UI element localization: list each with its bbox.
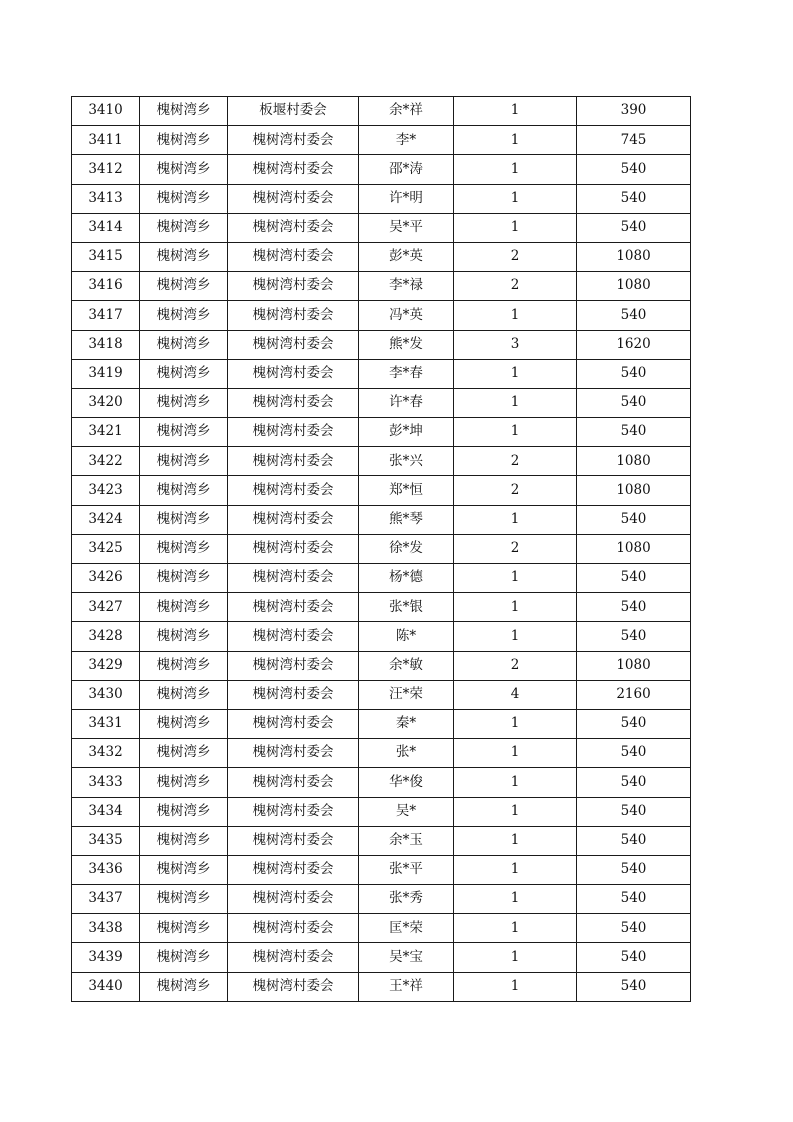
- row-number-cell: 3431: [72, 709, 140, 738]
- village-committee-cell: 槐树湾村委会: [228, 359, 359, 388]
- village-committee-cell: 槐树湾村委会: [228, 797, 359, 826]
- count-cell: 1: [454, 213, 577, 242]
- township-cell: 槐树湾乡: [140, 593, 228, 622]
- village-committee-cell: 槐树湾村委会: [228, 418, 359, 447]
- village-committee-cell: 槐树湾村委会: [228, 126, 359, 155]
- name-cell: 冯*英: [359, 301, 454, 330]
- amount-cell: 540: [577, 184, 691, 213]
- table-row: [72, 447, 691, 476]
- count-cell: 2: [454, 447, 577, 476]
- village-committee-cell: 槐树湾村委会: [228, 505, 359, 534]
- table-row: [72, 680, 691, 709]
- name-cell: 吴*宝: [359, 943, 454, 972]
- amount-cell: 540: [577, 826, 691, 855]
- count-cell: 1: [454, 709, 577, 738]
- township-cell: 槐树湾乡: [140, 97, 228, 126]
- table-row: [72, 272, 691, 301]
- row-number-cell: 3421: [72, 418, 140, 447]
- name-cell: 杨*德: [359, 564, 454, 593]
- name-cell: 张*: [359, 739, 454, 768]
- township-cell: 槐树湾乡: [140, 885, 228, 914]
- table-row: [72, 476, 691, 505]
- table-row: [72, 534, 691, 563]
- row-number-cell: 3438: [72, 914, 140, 943]
- row-number-cell: 3411: [72, 126, 140, 155]
- name-cell: 余*祥: [359, 97, 454, 126]
- table-row: [72, 359, 691, 388]
- name-cell: 陈*: [359, 622, 454, 651]
- township-cell: 槐树湾乡: [140, 855, 228, 884]
- data-table-container: [71, 96, 691, 1002]
- count-cell: 1: [454, 768, 577, 797]
- row-number-cell: 3414: [72, 213, 140, 242]
- count-cell: 1: [454, 739, 577, 768]
- count-cell: 1: [454, 97, 577, 126]
- amount-cell: 540: [577, 914, 691, 943]
- name-cell: 许*明: [359, 184, 454, 213]
- township-cell: 槐树湾乡: [140, 272, 228, 301]
- amount-cell: 540: [577, 943, 691, 972]
- name-cell: 汪*荣: [359, 680, 454, 709]
- table-row: [72, 301, 691, 330]
- township-cell: 槐树湾乡: [140, 943, 228, 972]
- village-committee-cell: 槐树湾村委会: [228, 855, 359, 884]
- row-number-cell: 3423: [72, 476, 140, 505]
- township-cell: 槐树湾乡: [140, 622, 228, 651]
- row-number-cell: 3413: [72, 184, 140, 213]
- amount-cell: 540: [577, 359, 691, 388]
- name-cell: 余*玉: [359, 826, 454, 855]
- name-cell: 张*平: [359, 855, 454, 884]
- amount-cell: 540: [577, 593, 691, 622]
- row-number-cell: 3432: [72, 739, 140, 768]
- amount-cell: 540: [577, 388, 691, 417]
- amount-cell: 2160: [577, 680, 691, 709]
- name-cell: 熊*琴: [359, 505, 454, 534]
- table-row: [72, 768, 691, 797]
- village-committee-cell: 板堰村委会: [228, 97, 359, 126]
- village-committee-cell: 槐树湾村委会: [228, 885, 359, 914]
- township-cell: 槐树湾乡: [140, 418, 228, 447]
- count-cell: 1: [454, 593, 577, 622]
- row-number-cell: 3410: [72, 97, 140, 126]
- table-row: [72, 709, 691, 738]
- row-number-cell: 3436: [72, 855, 140, 884]
- row-number-cell: 3422: [72, 447, 140, 476]
- row-number-cell: 3419: [72, 359, 140, 388]
- row-number-cell: 3440: [72, 972, 140, 1001]
- row-number-cell: 3424: [72, 505, 140, 534]
- village-committee-cell: 槐树湾村委会: [228, 447, 359, 476]
- amount-cell: 540: [577, 213, 691, 242]
- village-committee-cell: 槐树湾村委会: [228, 826, 359, 855]
- township-cell: 槐树湾乡: [140, 709, 228, 738]
- table-row: [72, 943, 691, 972]
- count-cell: 1: [454, 914, 577, 943]
- row-number-cell: 3426: [72, 564, 140, 593]
- name-cell: 李*春: [359, 359, 454, 388]
- count-cell: 2: [454, 476, 577, 505]
- count-cell: 1: [454, 505, 577, 534]
- name-cell: 李*禄: [359, 272, 454, 301]
- count-cell: 2: [454, 651, 577, 680]
- village-committee-cell: 槐树湾村委会: [228, 768, 359, 797]
- table-row: [72, 826, 691, 855]
- row-number-cell: 3420: [72, 388, 140, 417]
- village-committee-cell: 槐树湾村委会: [228, 593, 359, 622]
- name-cell: 张*兴: [359, 447, 454, 476]
- village-committee-cell: 槐树湾村委会: [228, 301, 359, 330]
- village-committee-cell: 槐树湾村委会: [228, 914, 359, 943]
- row-number-cell: 3437: [72, 885, 140, 914]
- row-number-cell: 3429: [72, 651, 140, 680]
- table-row: [72, 388, 691, 417]
- township-cell: 槐树湾乡: [140, 213, 228, 242]
- township-cell: 槐树湾乡: [140, 680, 228, 709]
- name-cell: 秦*: [359, 709, 454, 738]
- name-cell: 熊*发: [359, 330, 454, 359]
- township-cell: 槐树湾乡: [140, 768, 228, 797]
- amount-cell: 1080: [577, 242, 691, 271]
- township-cell: 槐树湾乡: [140, 359, 228, 388]
- count-cell: 1: [454, 418, 577, 447]
- row-number-cell: 3425: [72, 534, 140, 563]
- village-committee-cell: 槐树湾村委会: [228, 943, 359, 972]
- table-row: [72, 213, 691, 242]
- name-cell: 王*祥: [359, 972, 454, 1001]
- amount-cell: 540: [577, 739, 691, 768]
- amount-cell: 390: [577, 97, 691, 126]
- table-row: [72, 739, 691, 768]
- name-cell: 吴*平: [359, 213, 454, 242]
- village-committee-cell: 槐树湾村委会: [228, 680, 359, 709]
- amount-cell: 540: [577, 885, 691, 914]
- row-number-cell: 3435: [72, 826, 140, 855]
- township-cell: 槐树湾乡: [140, 534, 228, 563]
- amount-cell: 540: [577, 797, 691, 826]
- table-row: [72, 855, 691, 884]
- name-cell: 余*敏: [359, 651, 454, 680]
- village-committee-cell: 槐树湾村委会: [228, 155, 359, 184]
- township-cell: 槐树湾乡: [140, 242, 228, 271]
- count-cell: 1: [454, 184, 577, 213]
- township-cell: 槐树湾乡: [140, 564, 228, 593]
- count-cell: 1: [454, 564, 577, 593]
- township-cell: 槐树湾乡: [140, 476, 228, 505]
- table-row: [72, 97, 691, 126]
- amount-cell: 1080: [577, 476, 691, 505]
- count-cell: 1: [454, 826, 577, 855]
- township-cell: 槐树湾乡: [140, 388, 228, 417]
- name-cell: 许*春: [359, 388, 454, 417]
- township-cell: 槐树湾乡: [140, 301, 228, 330]
- row-number-cell: 3428: [72, 622, 140, 651]
- row-number-cell: 3434: [72, 797, 140, 826]
- amount-cell: 1080: [577, 651, 691, 680]
- amount-cell: 540: [577, 709, 691, 738]
- name-cell: 张*秀: [359, 885, 454, 914]
- data-table: [71, 96, 691, 1002]
- name-cell: 郑*恒: [359, 476, 454, 505]
- amount-cell: 540: [577, 418, 691, 447]
- name-cell: 吴*: [359, 797, 454, 826]
- row-number-cell: 3427: [72, 593, 140, 622]
- name-cell: 彭*坤: [359, 418, 454, 447]
- table-row: [72, 885, 691, 914]
- row-number-cell: 3439: [72, 943, 140, 972]
- count-cell: 1: [454, 155, 577, 184]
- township-cell: 槐树湾乡: [140, 505, 228, 534]
- amount-cell: 540: [577, 855, 691, 884]
- table-row: [72, 651, 691, 680]
- village-committee-cell: 槐树湾村委会: [228, 972, 359, 1001]
- row-number-cell: 3430: [72, 680, 140, 709]
- table-row: [72, 505, 691, 534]
- row-number-cell: 3412: [72, 155, 140, 184]
- village-committee-cell: 槐树湾村委会: [228, 622, 359, 651]
- table-row: [72, 972, 691, 1001]
- township-cell: 槐树湾乡: [140, 797, 228, 826]
- amount-cell: 540: [577, 768, 691, 797]
- village-committee-cell: 槐树湾村委会: [228, 272, 359, 301]
- count-cell: 1: [454, 359, 577, 388]
- township-cell: 槐树湾乡: [140, 972, 228, 1001]
- count-cell: 1: [454, 797, 577, 826]
- village-committee-cell: 槐树湾村委会: [228, 184, 359, 213]
- table-row: [72, 126, 691, 155]
- count-cell: 3: [454, 330, 577, 359]
- count-cell: 1: [454, 855, 577, 884]
- table-row: [72, 330, 691, 359]
- count-cell: 1: [454, 885, 577, 914]
- name-cell: 李*: [359, 126, 454, 155]
- township-cell: 槐树湾乡: [140, 826, 228, 855]
- village-committee-cell: 槐树湾村委会: [228, 388, 359, 417]
- count-cell: 2: [454, 534, 577, 563]
- amount-cell: 1080: [577, 272, 691, 301]
- amount-cell: 540: [577, 505, 691, 534]
- amount-cell: 540: [577, 155, 691, 184]
- village-committee-cell: 槐树湾村委会: [228, 476, 359, 505]
- count-cell: 2: [454, 272, 577, 301]
- table-row: [72, 797, 691, 826]
- row-number-cell: 3418: [72, 330, 140, 359]
- village-committee-cell: 槐树湾村委会: [228, 564, 359, 593]
- name-cell: 华*俊: [359, 768, 454, 797]
- amount-cell: 540: [577, 301, 691, 330]
- count-cell: 4: [454, 680, 577, 709]
- table-row: [72, 184, 691, 213]
- table-row: [72, 564, 691, 593]
- amount-cell: 745: [577, 126, 691, 155]
- township-cell: 槐树湾乡: [140, 739, 228, 768]
- township-cell: 槐树湾乡: [140, 914, 228, 943]
- count-cell: 1: [454, 388, 577, 417]
- table-row: [72, 242, 691, 271]
- table-row: [72, 155, 691, 184]
- row-number-cell: 3416: [72, 272, 140, 301]
- name-cell: 徐*发: [359, 534, 454, 563]
- township-cell: 槐树湾乡: [140, 126, 228, 155]
- amount-cell: 1080: [577, 447, 691, 476]
- name-cell: 张*银: [359, 593, 454, 622]
- amount-cell: 540: [577, 622, 691, 651]
- row-number-cell: 3415: [72, 242, 140, 271]
- township-cell: 槐树湾乡: [140, 184, 228, 213]
- table-body: [72, 97, 691, 1002]
- village-committee-cell: 槐树湾村委会: [228, 242, 359, 271]
- count-cell: 2: [454, 242, 577, 271]
- amount-cell: 1620: [577, 330, 691, 359]
- amount-cell: 540: [577, 972, 691, 1001]
- village-committee-cell: 槐树湾村委会: [228, 534, 359, 563]
- table-row: [72, 914, 691, 943]
- name-cell: 邵*涛: [359, 155, 454, 184]
- township-cell: 槐树湾乡: [140, 330, 228, 359]
- count-cell: 1: [454, 972, 577, 1001]
- name-cell: 匡*荣: [359, 914, 454, 943]
- table-row: [72, 418, 691, 447]
- table-row: [72, 622, 691, 651]
- village-committee-cell: 槐树湾村委会: [228, 330, 359, 359]
- amount-cell: 540: [577, 564, 691, 593]
- row-number-cell: 3433: [72, 768, 140, 797]
- township-cell: 槐树湾乡: [140, 155, 228, 184]
- village-committee-cell: 槐树湾村委会: [228, 651, 359, 680]
- amount-cell: 1080: [577, 534, 691, 563]
- row-number-cell: 3417: [72, 301, 140, 330]
- count-cell: 1: [454, 126, 577, 155]
- township-cell: 槐树湾乡: [140, 447, 228, 476]
- count-cell: 1: [454, 301, 577, 330]
- count-cell: 1: [454, 622, 577, 651]
- village-committee-cell: 槐树湾村委会: [228, 709, 359, 738]
- village-committee-cell: 槐树湾村委会: [228, 213, 359, 242]
- count-cell: 1: [454, 943, 577, 972]
- township-cell: 槐树湾乡: [140, 651, 228, 680]
- village-committee-cell: 槐树湾村委会: [228, 739, 359, 768]
- name-cell: 彭*英: [359, 242, 454, 271]
- table-row: [72, 593, 691, 622]
